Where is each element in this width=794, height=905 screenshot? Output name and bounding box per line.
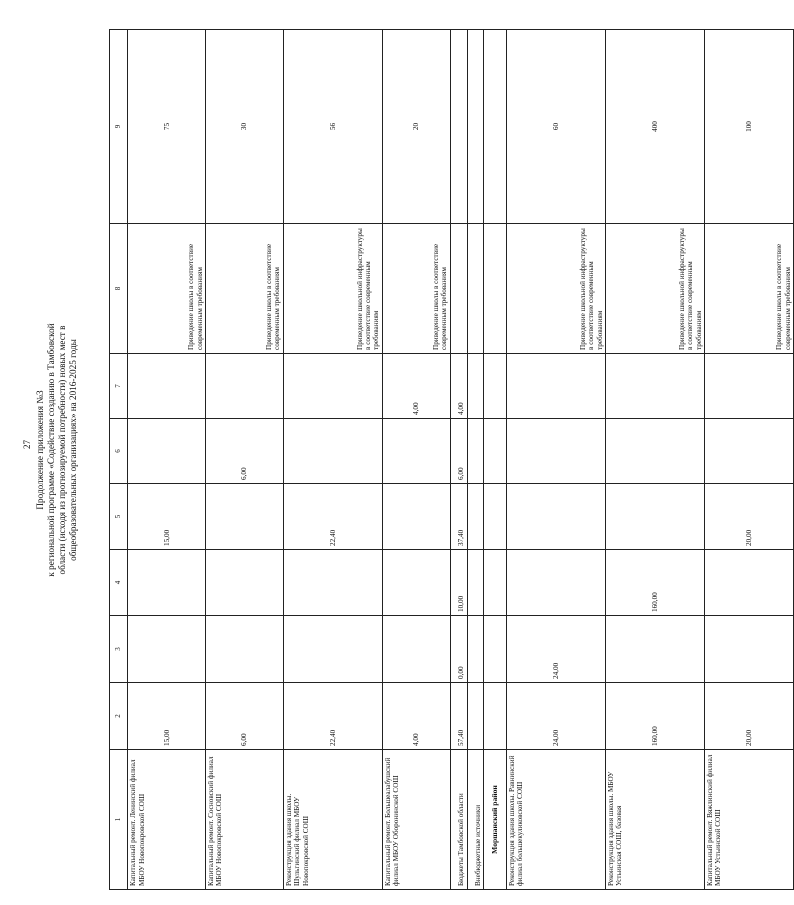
header-cell: 7 xyxy=(110,354,128,419)
value-cell xyxy=(605,419,704,484)
places-cell: 20 xyxy=(382,30,450,224)
table-row xyxy=(128,30,206,890)
result-cell: Приведение школьной инфраструктуры в соответствие современным требованиям xyxy=(605,224,704,354)
value-cell: 0,00 xyxy=(450,616,467,683)
header-cell: 4 xyxy=(110,550,128,616)
header-cell: 3 xyxy=(110,616,128,683)
value-cell: 20,00 xyxy=(704,683,793,750)
value-cell xyxy=(467,484,484,550)
value-cell xyxy=(704,616,793,683)
value-cell: 6,00 xyxy=(450,419,467,484)
value-cell: 22,40 xyxy=(283,484,382,550)
value-cell xyxy=(206,616,284,683)
value-cell xyxy=(605,616,704,683)
value-cell xyxy=(283,354,382,419)
value-cell xyxy=(507,419,606,484)
places-cell xyxy=(450,30,467,224)
places-cell: 75 xyxy=(128,30,206,224)
value-cell xyxy=(605,354,704,419)
value-cell xyxy=(128,354,206,419)
value-cell: 15,00 xyxy=(128,484,206,550)
header-cell: 5 xyxy=(110,484,128,550)
value-cell xyxy=(128,616,206,683)
value-cell xyxy=(507,484,606,550)
header-cell: 1 xyxy=(110,750,128,890)
value-cell xyxy=(382,550,450,616)
heading-line: области (исходя из прогнозируемой потребности) новых мест в xyxy=(57,325,67,575)
section-title: Моршанский район xyxy=(484,750,507,890)
result-cell: Приведение школы в соответствие современным требованиям xyxy=(382,224,450,354)
value-cell: 4,00 xyxy=(450,354,467,419)
heading-line: Продолжение приложения №3 xyxy=(35,390,45,510)
value-cell: 6,00 xyxy=(206,419,284,484)
result-cell: Приведение школьной инфраструктуры в соответствие современным требованиям xyxy=(507,224,606,354)
places-cell: 100 xyxy=(704,30,793,224)
object-name: Капитальный ремонт. Вяжлинский филиал МБОУ Устьинской СОШ xyxy=(704,750,793,890)
program-table xyxy=(109,29,794,890)
result-cell: Приведение школы в соответствие современным требованиям xyxy=(704,224,793,354)
value-cell: 24,00 xyxy=(507,616,606,683)
heading-line: общеобразовательных организациях» на 2016-2025 годы xyxy=(68,339,78,561)
table-row xyxy=(206,30,284,890)
value-cell xyxy=(467,683,484,750)
value-cell xyxy=(704,550,793,616)
value-cell xyxy=(206,484,284,550)
value-cell: 6,00 xyxy=(206,683,284,750)
value-cell xyxy=(283,550,382,616)
section-row xyxy=(484,30,507,890)
value-cell: 160,00 xyxy=(605,683,704,750)
result-cell: Приведение школы в соответствие современным требованиям xyxy=(206,224,284,354)
value-cell: 37,40 xyxy=(450,484,467,550)
value-cell: 4,00 xyxy=(382,354,450,419)
value-cell xyxy=(283,616,382,683)
document-heading xyxy=(35,240,79,660)
object-name: Бюджеты Тамбовской области xyxy=(450,750,467,890)
budget-row xyxy=(450,30,467,890)
object-name: Капитальный ремонт. Ленинский филиал МБОУ Новопокровской СОШ xyxy=(128,750,206,890)
value-cell xyxy=(507,550,606,616)
header-row xyxy=(110,30,128,890)
result-cell xyxy=(450,224,467,354)
places-cell: 400 xyxy=(605,30,704,224)
places-cell xyxy=(467,30,484,224)
object-name: Внебюджетные источники xyxy=(467,750,484,890)
rotated-table-sheet xyxy=(109,30,794,890)
header-cell: 2 xyxy=(110,683,128,750)
result-cell: Приведение школьной инфраструктуры в соответствие современным требованиям xyxy=(283,224,382,354)
object-name: Капитальный ремонт. Большеалабушский филиал МБОУ Оборонинской СОШ xyxy=(382,750,450,890)
result-cell: Приведение школы в соответствие современным требованиям xyxy=(128,224,206,354)
value-cell xyxy=(704,354,793,419)
value-cell: 24,00 xyxy=(507,683,606,750)
table-row xyxy=(605,30,704,890)
value-cell: 4,00 xyxy=(382,683,450,750)
extrabudget-row xyxy=(467,30,484,890)
value-cell xyxy=(467,550,484,616)
places-cell: 30 xyxy=(206,30,284,224)
header-cell: 9 xyxy=(110,30,128,224)
value-cell xyxy=(128,419,206,484)
value-cell: 15,00 xyxy=(128,683,206,750)
page-number: 27 xyxy=(22,440,32,449)
table-row xyxy=(382,30,450,890)
header-cell: 8 xyxy=(110,224,128,354)
heading-line: к региональной программе «Содействие созданию в Тамбовской xyxy=(46,323,56,577)
table-row xyxy=(704,30,793,890)
value-cell: 22,40 xyxy=(283,683,382,750)
header-cell: 6 xyxy=(110,419,128,484)
object-name: Реконструкция здания школы. МБОУ Устьинская СОШ, базовая xyxy=(605,750,704,890)
places-cell: 56 xyxy=(283,30,382,224)
object-name: Реконструкция здания школы. Равнинский филиал большекуликовской СОШ xyxy=(507,750,606,890)
value-cell xyxy=(206,354,284,419)
value-cell xyxy=(382,419,450,484)
value-cell xyxy=(128,550,206,616)
object-name: Капитальный ремонт. Сосновский филиал МБОУ Новопокровской СОШ xyxy=(206,750,284,890)
value-cell: 57,40 xyxy=(450,683,467,750)
value-cell xyxy=(467,354,484,419)
value-cell xyxy=(382,616,450,683)
value-cell xyxy=(507,354,606,419)
value-cell xyxy=(467,419,484,484)
table-row xyxy=(283,30,382,890)
table-row xyxy=(507,30,606,890)
object-name: Реконструкция здания школы. Шульгинский филиал МБОУ Новопокровской СОШ xyxy=(283,750,382,890)
value-cell: 10,00 xyxy=(450,550,467,616)
places-cell: 60 xyxy=(507,30,606,224)
value-cell xyxy=(206,550,284,616)
value-cell xyxy=(704,419,793,484)
value-cell xyxy=(283,419,382,484)
result-cell xyxy=(467,224,484,354)
value-cell: 160,00 xyxy=(605,550,704,616)
value-cell xyxy=(605,484,704,550)
value-cell: 20,00 xyxy=(704,484,793,550)
value-cell xyxy=(382,484,450,550)
value-cell xyxy=(467,616,484,683)
